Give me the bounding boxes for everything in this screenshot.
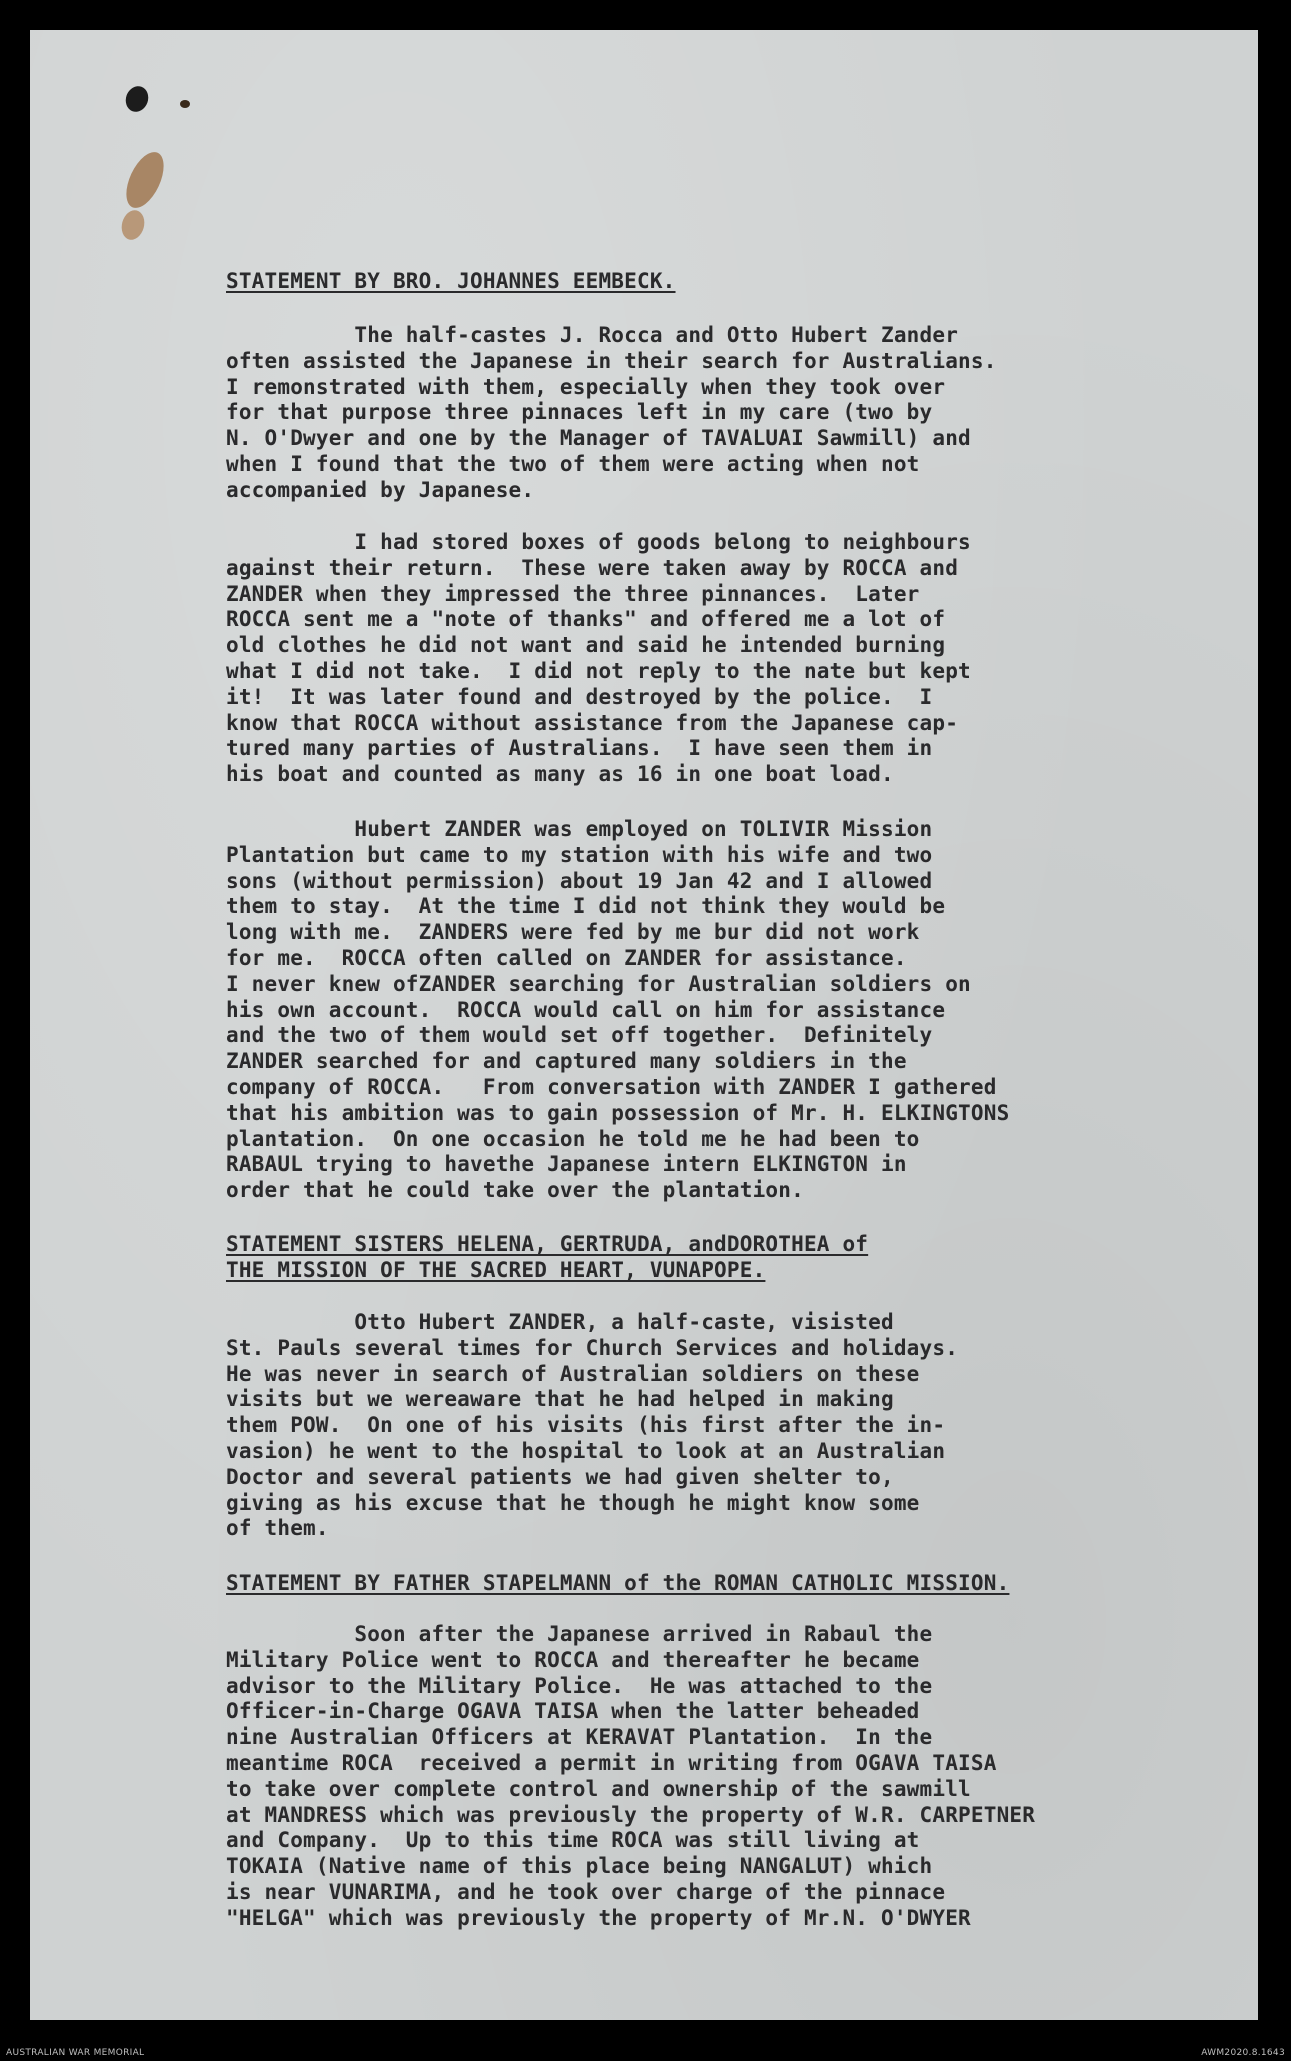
text-line: ROCCA sent me a "note of thanks" and offered me a lot of	[226, 607, 946, 632]
ink-stain	[122, 83, 152, 115]
text-line: long with me. ZANDERS were fed by me bur did not work	[226, 920, 920, 945]
text-line: TOKAIA (Native name of this place being NANGALUT) which	[226, 1854, 933, 1879]
section-eembeck-heading	[226, 269, 1216, 295]
text-line: against their return. These were taken away by ROCCA and	[226, 555, 959, 580]
text-line: that his ambition was to gain possession of Mr. H. ELKINGTONS	[226, 1100, 1010, 1125]
text-line: of them.	[226, 1516, 329, 1541]
text-line: N. O'Dwyer and one by the Manager of TAVALUAI Sawmill) and	[226, 426, 971, 451]
paragraph	[226, 1622, 1216, 1932]
text-line: and Company. Up to this time ROCA was still living at	[226, 1828, 920, 1853]
text-line: I never knew ofZANDER searching for Australian soldiers on	[226, 971, 971, 996]
text-line: Officer-in-Charge OGAVA TAISA when the latter beheaded	[226, 1699, 920, 1724]
text-line: it! It was later found and destroyed by the police. I	[226, 684, 933, 709]
text-line: giving as his excuse that he though he might know some	[226, 1490, 920, 1515]
footer-institution: AUSTRALIAN WAR MEMORIAL	[6, 2048, 145, 2058]
text-line: Military Police went to ROCCA and thereafter he became	[226, 1647, 920, 1672]
text-line: He was never in search of Australian soldiers on these	[226, 1361, 920, 1386]
paragraph	[226, 1310, 1216, 1542]
heading-line: STATEMENT BY FATHER STAPELMANN of the ROMAN CATHOLIC MISSION.	[226, 1571, 1010, 1595]
text-line: what I did not take. I did not reply to the nate but kept	[226, 658, 971, 683]
text-line: advisor to the Military Police. He was attached to the	[226, 1673, 933, 1698]
text-line: nine Australian Officers at KERAVAT Plantation. In the	[226, 1725, 933, 1750]
text-line: for me. ROCCA often called on ZANDER for assistance.	[226, 945, 907, 970]
text-line: plantation. On one occasion he told me he had been to	[226, 1126, 920, 1151]
text-line: order that he could take over the plantation.	[226, 1178, 804, 1203]
paragraph	[226, 817, 1216, 1204]
text-line: The half-castes J. Rocca and Otto Hubert Zander	[226, 323, 959, 347]
section-stapelmann-heading	[226, 1571, 1216, 1597]
text-line: often assisted the Japanese in their search for Australians.	[226, 348, 997, 373]
text-line: St. Pauls several times for Church Services and holidays.	[226, 1335, 959, 1360]
text-line: when I found that the two of them were acting when not	[226, 451, 920, 476]
text-line: RABAUL trying to havethe Japanese intern ELKINGTON in	[226, 1152, 907, 1177]
text-line: his own account. ROCCA would call on him for assistance	[226, 997, 946, 1022]
text-line: his boat and counted as many as 16 in one boat load.	[226, 762, 894, 787]
text-line: sons (without permission) about 19 Jan 42 and I allowed	[226, 868, 933, 893]
heading-line: STATEMENT SISTERS HELENA, GERTRUDA, andDOROTHEA of	[226, 1232, 869, 1256]
text-line: ZANDER searched for and captured many soldiers in the	[226, 1049, 907, 1074]
text-line: I had stored boxes of goods belong to neighbours	[226, 530, 971, 554]
ink-stain	[180, 100, 190, 108]
text-line: I remonstrated with them, especially when they took over	[226, 374, 946, 399]
text-line: and the two of them would set off together. Definitely	[226, 1023, 933, 1048]
paragraph	[226, 323, 1216, 504]
text-line: them to stay. At the time I did not think they would be	[226, 894, 946, 919]
text-line: to take over complete control and ownership of the sawmill	[226, 1776, 971, 1801]
text-line: them POW. On one of his visits (his first after the in-	[226, 1413, 946, 1438]
heading-line: THE MISSION OF THE SACRED HEART, VUNAPOPE.	[226, 1257, 766, 1282]
text-line: Otto Hubert ZANDER, a half-caste, visisted	[226, 1310, 894, 1334]
text-line: meantime ROCA received a permit in writing from OGAVA TAISA	[226, 1750, 997, 1775]
section-sisters-heading	[226, 1232, 1216, 1284]
text-line: vasion) he went to the hospital to look at an Australian	[226, 1438, 946, 1463]
text-line: old clothes he did not want and said he intended burning	[226, 633, 946, 658]
text-line: accompanied by Japanese.	[226, 477, 535, 502]
text-line: Soon after the Japanese arrived in Rabaul the	[226, 1622, 933, 1646]
text-line: company of ROCCA. From conversation with ZANDER I gathered	[226, 1074, 997, 1099]
text-line: Plantation but came to my station with his wife and two	[226, 842, 933, 867]
text-line: for that purpose three pinnaces left in my care (two by	[226, 400, 933, 425]
text-line: tured many parties of Australians. I have seen them in	[226, 736, 933, 761]
text-line: visits but we wereaware that he had helped in making	[226, 1387, 894, 1412]
text-line: "HELGA" which was previously the property of Mr.N. O'DWYER	[226, 1905, 971, 1930]
text-line: is near VUNARIMA, and he took over charge of the pinnace	[226, 1879, 946, 1904]
text-line: at MANDRESS which was previously the property of W.R. CARPETNER	[226, 1802, 1036, 1827]
text-line: ZANDER when they impressed the three pinnances. Later	[226, 581, 920, 606]
rust-stain	[119, 146, 172, 213]
paragraph	[226, 530, 1216, 788]
rust-stain	[118, 208, 147, 243]
text-line: Doctor and several patients we had given shelter to,	[226, 1464, 894, 1489]
text-line: Hubert ZANDER was employed on TOLIVIR Mission	[226, 817, 933, 841]
footer-reference: AWM2020.8.1643	[1201, 2048, 1285, 2058]
text-line: know that ROCCA without assistance from the Japanese cap-	[226, 710, 959, 735]
heading-line: STATEMENT BY BRO. JOHANNES EEMBECK.	[226, 269, 676, 293]
